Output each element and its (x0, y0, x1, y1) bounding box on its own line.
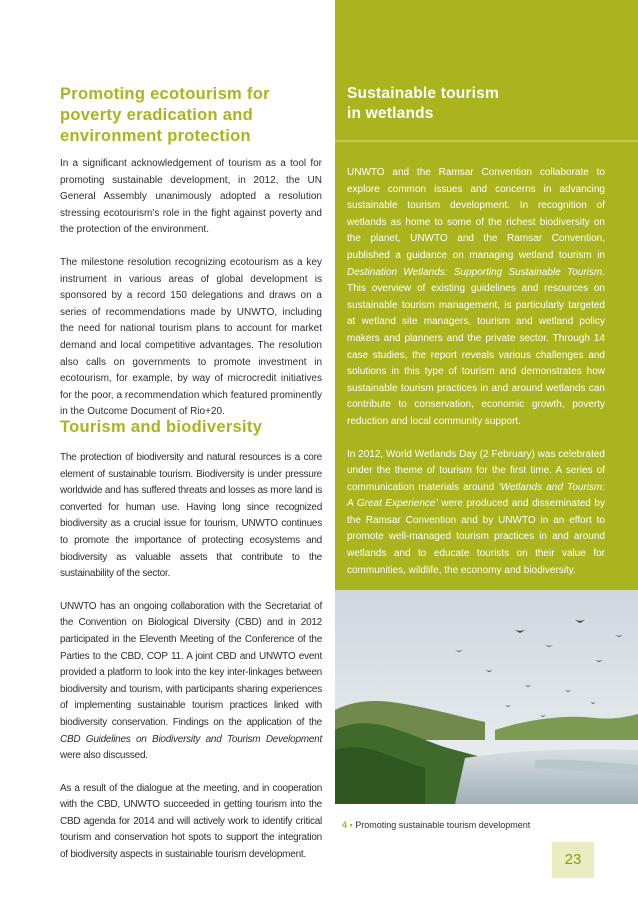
wetlands-p1-text: UNWTO and the Ramsar Convention collaborate to explore common issues and concerns in advancing sustainable tourism development. In recognition of wetlands as home to some of the richest biodiversity on the planet, UNWTO and the Ramsar Convention, published a guidance on managing wetland tourism in (347, 167, 605, 261)
section-title-ecotourism: Promoting ecotourism for poverty eradication and environment protection (60, 85, 270, 145)
wetland-photo (335, 590, 638, 804)
wetlands-paragraph-1 (347, 165, 605, 431)
wetlands-p2-text-end: were produced and disseminated by the Ramsar Convention and by UNWTO in an effort to promote well-managed tourism practices in and around wetlands and to educate tourists on their value for communities, wildlife, the economy and biodiversity. (347, 498, 605, 576)
wetland-photo-illustration (335, 590, 638, 804)
biodiversity-paragraph-1: The protection of biodiversity and natural resources is a core element of sustainable tourism. Biodiversity is under pressure worldwide and has suffered threats and losses as more land is converted for human use. Having long since recognized biodiversity as a crucial issue for tourism, UNWTO continues to promote the importance of protecting ecosystems and biodiversity as valuable assets that contribute to the sustainability of the sector. (60, 452, 322, 580)
cbd-guidelines-title: CBD Guidelines on Biodiversity and Tourism Development (60, 733, 322, 745)
chapter-number: 4 (342, 820, 348, 830)
ecotourism-paragraph-2: The milestone resolution recognizing ecotourism as a key instrument in various areas of global development is sponsored by a record 150 delegations and draws on a series of recommendations made by UNWTO, including the need for national tourism plans to account for market demand and local competitive advantages. The resolution also calls on governments to promote investment in ecotourism, for example, by way of microcredit initiatives for the poor, a recommendation which featured prominently in the Outcome Document of Rio+20. (60, 256, 322, 418)
wetlands-panel-title (347, 84, 607, 124)
chapter-footer (342, 820, 530, 830)
chapter-separator: • (349, 820, 353, 830)
section-title-biodiversity: Tourism and biodiversity (60, 418, 263, 436)
wetlands-panel-text (347, 165, 605, 595)
biodiversity-section (60, 417, 322, 880)
wetlands-title-line-2: in wetlands (347, 105, 434, 122)
page-number: 23 (552, 842, 594, 878)
panel-divider (335, 140, 638, 142)
wetlands-title-line-1: Sustainable tourism (347, 85, 499, 102)
chapter-title: Promoting sustainable tourism development (355, 820, 531, 830)
destination-wetlands-title: Destination Wetlands: Supporting Sustainable Tourism (347, 266, 603, 278)
cbd-intro-text: UNWTO has an ongoing collaboration with the Secretariat of the Convention on Biological Diversity (CBD) and in 2012 participated in the Eleventh Meeting of the Conference of the Parties to the CBD, COP 11. A joint CBD and UNWTO event provided a platform to look into the key inter-linkages between biodiversity and tourism, with participants sharing experiences of implementing sustainable tourism practices linked with biodiversity conservation. Findings on the application of the (60, 600, 322, 728)
biodiversity-paragraph-2 (60, 599, 322, 765)
wetlands-p2-text: In 2012, World Wetlands Day (2 February) was celebrated under the theme of tourism for the first time. A series of communication materials around (347, 448, 605, 493)
wetlands-p1-text-end: . This overview of existing guidelines and resources on sustainable tourism management, is particularly targeted at wetland site managers, tourism and wetland policy makers and planners and the private sector. Through 14 case studies, the report reveals various challenges and solutions in this type of tourism and demonstrates how sustainable tourism practices in and around wetlands can contribute to conservation, economic growth, poverty reduction and local community support. (347, 266, 605, 427)
ecotourism-paragraph-1: In a significant acknowledgement of tourism as a tool for promoting sustainable development, in 2012, the UN General Assembly unanimously adopted a resolution stressing ecotourism’s role in the fight against poverty and the protection of the environment. (60, 158, 322, 236)
wetlands-paragraph-2 (347, 447, 605, 580)
biodiversity-paragraph-3: As a result of the dialogue at the meeting, and in cooperation with the CBD, UNWTO succeeded in getting tourism into the CBD agenda for 2014 and will actively work to identify critical tourism and conservation hot spots to support the integration of biodiversity aspects in sustainable tourism development. (60, 782, 322, 861)
cbd-outro-text: were also discussed. (60, 750, 148, 762)
left-column (60, 84, 322, 437)
wetlands-campaign-title: ‘Wetlands and Tourism: A Great Experience’ (347, 481, 605, 510)
